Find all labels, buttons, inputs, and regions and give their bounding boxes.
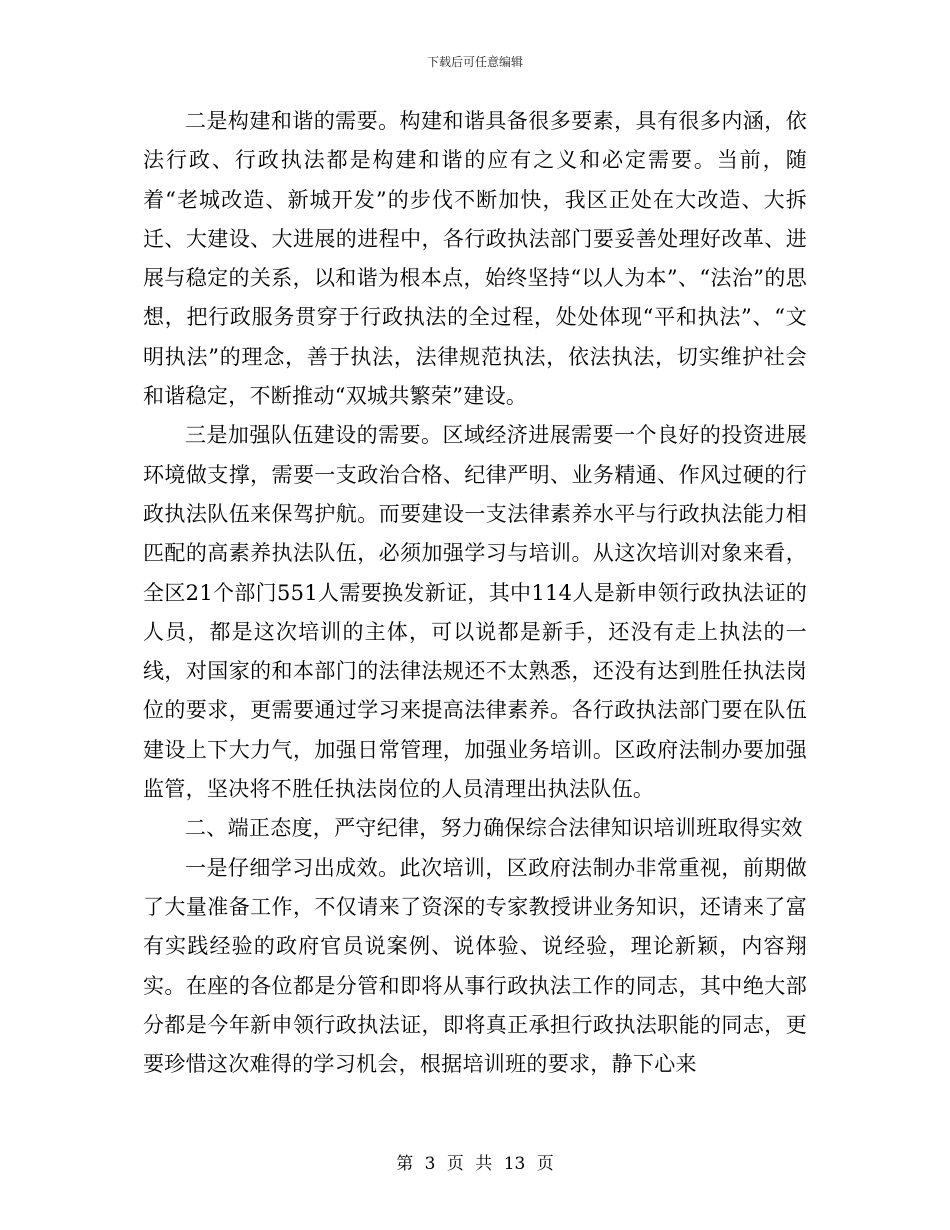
document-body xyxy=(143,102,807,1084)
paragraph-harmony: 二是构建和谐的需要。构建和谐具备很多要素，具有很多内涵，依法行政、行政执法都是构建和谐的应有之义和必定需要。当前，随着“老城改造、新城开发”的步伐不断加快，我区正处在大改造、大拆迁、大建设、大进展的进程中，各行政执法部门要妥善处理好改革、进展与稳定的关系，以和谐为根本点，始终坚持“以人为本”、“法治”的思想，把行政服务贯穿于行政执法的全过程，处处体现“平和执法”、“文明执法”的理念，善于执法，法律规范执法，依法执法，切实维护社会和谐稳定，不断推动“双城共繁荣”建设。 xyxy=(143,109,807,409)
page-header: 下载后可任意编辑 xyxy=(426,55,523,69)
section-heading-attitude: 二、端正态度，严守纪律，努力确保综合法律知识培训班取得实效 xyxy=(185,816,803,841)
page-number: 第 3 页 共 13 页 xyxy=(396,1154,554,1174)
paragraph-study: 一是仔细学习出成效。此次培训，区政府法制办非常重视，前期做了大量准备工作，不仅请来了资深的专家教授讲业务知识，还请来了富有实践经验的政府官员说案例、说体验、说经验，理论新颖，内容翔实。在座的各位都是分管和即将从事行政执法工作的同志，其中绝大部分都是今年新申领行政执法证，即将真正承担行政执法职能的同志，更要珍惜这次难得的学习机会，根据培训班的要求，静下心来 xyxy=(143,855,807,1077)
paragraph-team-building: 三是加强队伍建设的需要。区域经济进展需要一个良好的投资进展环境做支撑，需要一支政治合格、纪律严明、业务精通、作风过硬的行政执法队伍来保驾护航。而要建设一支法律素养水平与行政执法能力相匹配的高素养执法队伍，必须加强学习与培训。从这次培训对象来看，全区21个部门551人需要换发新证，其中114人是新申领行政执法证的人员，都是这次培训的主体，可以说都是新手，还没有走上执法的一线，对国家的和本部门的法律法规还不太熟悉，还没有达到胜任执法岗位的要求，更需要通过学习来提高法律素养。各行政执法部门要在队伍建设上下大力气，加强日常管理，加强业务培训。区政府法制办要加强监管，坚决将不胜任执法岗位的人员清理出执法队伍。 xyxy=(143,423,807,802)
